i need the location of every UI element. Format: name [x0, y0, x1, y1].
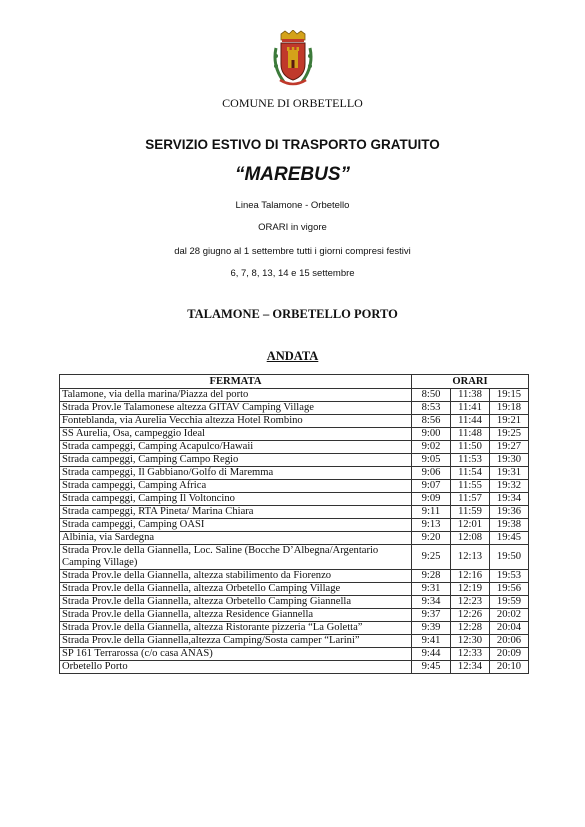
departure-time: 11:59 [451, 506, 490, 519]
departure-time: 19:15 [490, 389, 529, 402]
stop-name: Strada Prov.le della Giannella, altezza stabilimento da Fiorenzo [60, 570, 412, 583]
stop-name: Strada Prov.le della Giannella, Loc. Saline (Bocche D’Albegna/Argentario Camping Village) [60, 545, 412, 570]
table-row [60, 609, 529, 622]
table-row [60, 493, 529, 506]
departure-time: 11:57 [451, 493, 490, 506]
departure-time: 20:04 [490, 622, 529, 635]
departure-time: 19:25 [490, 428, 529, 441]
departure-time: 9:07 [412, 480, 451, 493]
direction-heading: ANDATA [266, 349, 319, 363]
stop-name: Albinia, via Sardegna [60, 532, 412, 545]
departure-time: 8:56 [412, 415, 451, 428]
stop-name: Strada Prov.le della Giannella, altezza Orbetello Camping Giannella [60, 596, 412, 609]
departure-time: 12:34 [451, 661, 490, 674]
table-row [60, 480, 529, 493]
table-row [60, 428, 529, 441]
table-row [60, 506, 529, 519]
stop-name: Strada campeggi, Camping Il Voltoncino [60, 493, 412, 506]
departure-time: 9:37 [412, 609, 451, 622]
stop-name: SS Aurelia, Osa, campeggio Ideal [60, 428, 412, 441]
departure-time: 19:32 [490, 480, 529, 493]
table-row [60, 532, 529, 545]
stop-name: Strada Prov.le della Giannella, altezza Orbetello Camping Village [60, 583, 412, 596]
line-name: Linea Talamone - Orbetello [235, 200, 350, 211]
departure-time: 19:50 [490, 545, 529, 570]
timetable-body [60, 389, 529, 674]
departure-time: 9:41 [412, 635, 451, 648]
departure-time: 11:48 [451, 428, 490, 441]
table-row [60, 661, 529, 674]
table-row [60, 635, 529, 648]
stop-name: Orbetello Porto [60, 661, 412, 674]
departure-time: 12:13 [451, 545, 490, 570]
departure-time: 9:06 [412, 467, 451, 480]
departure-time: 9:34 [412, 596, 451, 609]
table-row [60, 402, 529, 415]
stop-name: Strada campeggi, Camping Acapulco/Hawaii [60, 441, 412, 454]
schedule-heading: ORARI in vigore [258, 222, 327, 233]
departure-time: 12:28 [451, 622, 490, 635]
departure-time: 9:28 [412, 570, 451, 583]
stop-name: Strada Prov.le Talamonese altezza GITAV Camping Village [60, 402, 412, 415]
departure-time: 9:31 [412, 583, 451, 596]
table-row [60, 454, 529, 467]
table-row [60, 415, 529, 428]
stop-name: Strada Prov.le della Giannella, altezza Ristorante pizzeria “La Goletta” [60, 622, 412, 635]
departure-time: 11:50 [451, 441, 490, 454]
stop-name: Fonteblanda, via Aurelia Vecchia altezza Hotel Rombino [60, 415, 412, 428]
stop-name: Talamone, via della marina/Piazza del porto [60, 389, 412, 402]
column-header-times: ORARI [412, 375, 529, 389]
departure-time: 19:53 [490, 570, 529, 583]
departure-time: 9:44 [412, 648, 451, 661]
departure-time: 9:09 [412, 493, 451, 506]
departure-time: 19:56 [490, 583, 529, 596]
departure-time: 12:26 [451, 609, 490, 622]
service-title: SERVIZIO ESTIVO DI TRASPORTO GRATUITO [145, 137, 440, 152]
stop-name: Strada Prov.le della Giannella,altezza Camping/Sosta camper “Larini” [60, 635, 412, 648]
departure-time: 12:16 [451, 570, 490, 583]
table-row [60, 467, 529, 480]
validity-period: dal 28 giugno al 1 settembre tutti i giorni compresi festivi [174, 246, 411, 257]
table-row [60, 583, 529, 596]
departure-time: 19:18 [490, 402, 529, 415]
departure-time: 9:00 [412, 428, 451, 441]
departure-time: 11:38 [451, 389, 490, 402]
departure-time: 9:02 [412, 441, 451, 454]
service-name: “MAREBUS” [234, 164, 351, 185]
stop-name: SP 161 Terrarossa (c/o casa ANAS) [60, 648, 412, 661]
departure-time: 12:19 [451, 583, 490, 596]
departure-time: 12:30 [451, 635, 490, 648]
departure-time: 19:21 [490, 415, 529, 428]
departure-time: 12:23 [451, 596, 490, 609]
departure-time: 19:31 [490, 467, 529, 480]
stop-name: Strada campeggi, Camping Africa [60, 480, 412, 493]
departure-time: 11:55 [451, 480, 490, 493]
departure-time: 8:53 [412, 402, 451, 415]
departure-time: 19:59 [490, 596, 529, 609]
departure-time: 19:38 [490, 519, 529, 532]
departure-time: 9:13 [412, 519, 451, 532]
departure-time: 19:34 [490, 493, 529, 506]
column-header-stop: FERMATA [60, 375, 412, 389]
stop-name: Strada campeggi, Camping Campo Regio [60, 454, 412, 467]
departure-time: 9:05 [412, 454, 451, 467]
extra-dates: 6, 7, 8, 13, 14 e 15 settembre [230, 268, 355, 279]
departure-time: 20:02 [490, 609, 529, 622]
departure-time: 9:25 [412, 545, 451, 570]
departure-time: 9:11 [412, 506, 451, 519]
table-row [60, 389, 529, 402]
departure-time: 11:53 [451, 454, 490, 467]
timetable [59, 374, 529, 674]
departure-time: 19:36 [490, 506, 529, 519]
stop-name: Strada campeggi, Camping OASI [60, 519, 412, 532]
table-header-row [60, 375, 529, 389]
table-row [60, 519, 529, 532]
departure-time: 11:54 [451, 467, 490, 480]
municipality-name: COMUNE DI ORBETELLO [222, 96, 363, 110]
coat-of-arms-icon [272, 30, 314, 88]
departure-time: 8:50 [412, 389, 451, 402]
departure-time: 19:45 [490, 532, 529, 545]
departure-time: 20:10 [490, 661, 529, 674]
departure-time: 11:44 [451, 415, 490, 428]
departure-time: 9:45 [412, 661, 451, 674]
stop-name: Strada campeggi, Il Gabbiano/Golfo di Maremma [60, 467, 412, 480]
table-row [60, 570, 529, 583]
stop-name: Strada Prov.le della Giannella, altezza Residence Giannella [60, 609, 412, 622]
departure-time: 12:08 [451, 532, 490, 545]
departure-time: 11:41 [451, 402, 490, 415]
departure-time: 19:27 [490, 441, 529, 454]
table-row [60, 545, 529, 570]
departure-time: 12:33 [451, 648, 490, 661]
departure-time: 19:30 [490, 454, 529, 467]
departure-time: 9:39 [412, 622, 451, 635]
departure-time: 9:20 [412, 532, 451, 545]
table-row [60, 596, 529, 609]
table-row [60, 441, 529, 454]
departure-time: 20:06 [490, 635, 529, 648]
table-row [60, 648, 529, 661]
stop-name: Strada campeggi, RTA Pineta/ Marina Chiara [60, 506, 412, 519]
departure-time: 20:09 [490, 648, 529, 661]
table-row [60, 622, 529, 635]
route-title: TALAMONE – ORBETELLO PORTO [187, 307, 398, 321]
departure-time: 12:01 [451, 519, 490, 532]
